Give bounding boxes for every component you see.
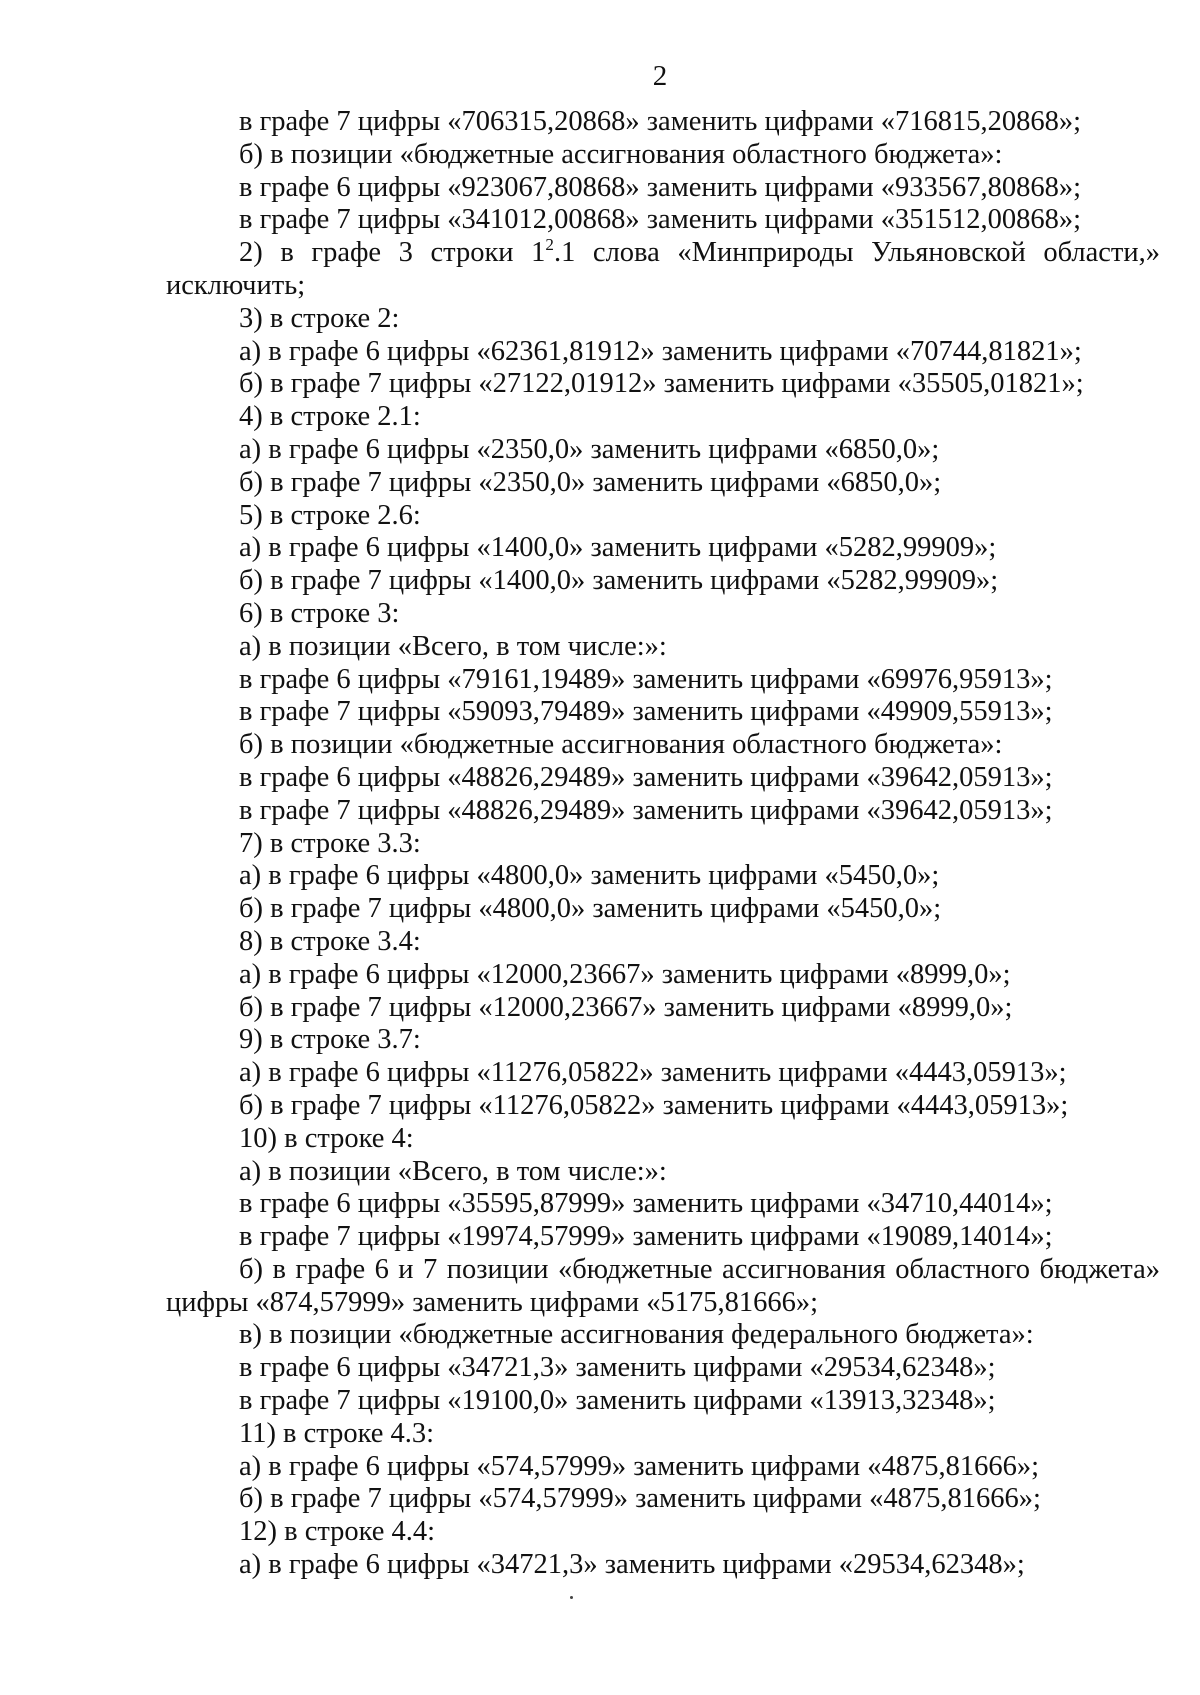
text-line: а) в позиции «Всего, в том числе:»: [239,1155,667,1187]
text-line: б) в графе 7 цифры «11276,05822» заменить цифрами «4443,05913»; [239,1089,1069,1121]
text-line: а) в графе 6 цифры «2350,0» заменить цифрами «6850,0»; [239,433,940,465]
text-line: б) в графе 7 цифры «574,57999» заменить цифрами «4875,81666»; [239,1483,1041,1515]
text-line: в графе 6 цифры «79161,19489» заменить цифрами «69976,95913»; [239,663,1053,695]
text-line: б) в позиции «бюджетные ассигнования областного бюджета»: [239,138,1003,170]
text-line: а) в позиции «Всего, в том числе:»: [239,630,667,662]
text-line: б) в графе 7 цифры «12000,23667» заменить цифрами «8999,0»; [239,991,1013,1023]
text-line: б) в графе 7 цифры «27122,01912» заменить цифрами «35505,01821»; [239,368,1084,400]
text-line: в графе 7 цифры «48826,29489» заменить цифрами «39642,05913»; [239,794,1053,826]
text-line: в) в позиции «бюджетные ассигнования федерального бюджета»: [239,1319,1034,1351]
paragraph-item-2 [166,237,1160,303]
text-line: 7) в строке 3.3: [239,827,421,859]
paragraph-item-10b: б) в графе 6 и 7 позиции «бюджетные ассигнования областного бюджета» цифры «874,57999» заменить цифрами «5175,81666»; [166,1253,1160,1318]
text-line: а) в графе 6 цифры «12000,23667» заменить цифрами «8999,0»; [239,958,1011,990]
scan-speck [570,1596,573,1599]
text-line: 3) в строке 2: [239,302,400,334]
text-line: б) в графе 7 цифры «4800,0» заменить цифрами «5450,0»; [239,893,942,925]
text-line: а) в графе 6 цифры «574,57999» заменить цифрами «4875,81666»; [239,1450,1040,1482]
document-body [166,106,1160,1582]
text-line: в графе 7 цифры «706315,20868» заменить цифрами «716815,20868»; [239,106,1082,137]
text-line: а) в графе 6 цифры «11276,05822» заменить цифрами «4443,05913»; [239,1057,1067,1089]
text-line: 6) в строке 3: [239,597,400,629]
text-line: б) в графе 7 цифры «2350,0» заменить цифрами «6850,0»; [239,466,942,498]
text-line: в графе 7 цифры «59093,79489» заменить цифрами «49909,55913»; [239,696,1053,728]
text-line: б) в графе 7 цифры «1400,0» заменить цифрами «5282,99909»; [239,565,999,597]
text-line: в графе 7 цифры «19100,0» заменить цифрами «13913,32348»; [239,1385,996,1417]
text-line: а) в графе 6 цифры «34721,3» заменить цифрами «29534,62348»; [239,1549,1025,1581]
text-line: 4) в строке 2.1: [239,401,421,433]
text-line: а) в графе 6 цифры «62361,81912» заменить цифрами «70744,81821»; [239,335,1082,367]
text-line: 8) в строке 3.4: [239,925,421,957]
text-line: в графе 7 цифры «19974,57999» заменить цифрами «19089,14014»; [239,1221,1053,1253]
text-line: а) в графе 6 цифры «4800,0» заменить цифрами «5450,0»; [239,860,940,892]
text-line: в графе 6 цифры «35595,87999» заменить цифрами «34710,44014»; [239,1188,1053,1220]
text-line: в графе 7 цифры «341012,00868» заменить цифрами «351512,00868»; [239,204,1082,236]
text-line: 12) в строке 4.4: [239,1516,436,1548]
text-line: 11) в строке 4.3: [239,1417,435,1449]
paragraph-item-2-end: .1 слова «Минприроды Ульяновской области,» исключить; [166,237,1160,301]
text-line: в графе 6 цифры «48826,29489» заменить цифрами «39642,05913»; [239,761,1053,793]
text-line: 5) в строке 2.6: [239,499,421,531]
superscript: 2 [545,235,554,255]
text-line: в графе 6 цифры «34721,3» заменить цифрами «29534,62348»; [239,1352,996,1384]
text-line: 10) в строке 4: [239,1122,414,1154]
text-line: б) в позиции «бюджетные ассигнования областного бюджета»: [239,729,1003,761]
text-line: в графе 6 цифры «923067,80868» заменить цифрами «933567,80868»; [239,171,1082,203]
page-number: 2 [652,60,668,92]
text-line: а) в графе 6 цифры «1400,0» заменить цифрами «5282,99909»; [239,532,997,564]
paragraph-item-2-start: 2) в графе 3 строки 1 [239,237,546,269]
text-line: 9) в строке 3.7: [239,1024,421,1056]
